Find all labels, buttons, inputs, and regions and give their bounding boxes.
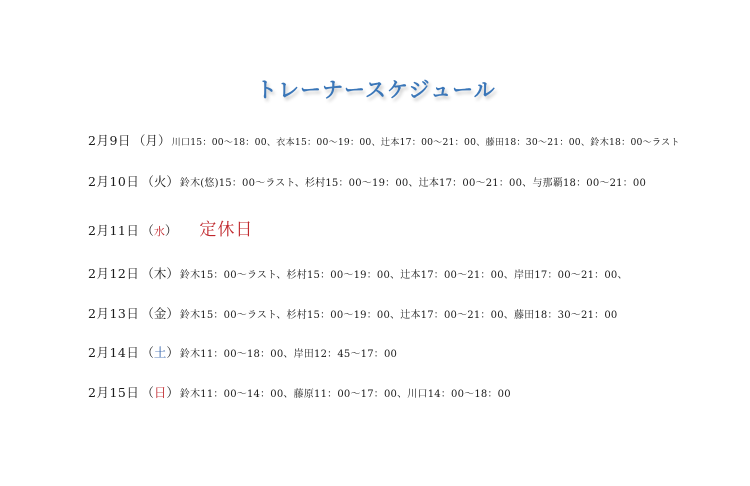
staff-shifts: 鈴木11：00〜18：00、岸田12：45〜17：00 (179, 349, 398, 360)
page-title: トレーナースケジュール (256, 78, 496, 102)
staff-shifts: 鈴木15：00〜ラスト、杉村15：00〜19：00、辻本17：00〜21：00、岸田17：00〜21：00、 (179, 270, 628, 281)
date-label: 2月15日 (88, 385, 140, 400)
staff-shifts: 鈴木(悠)15：00〜ラスト、杉村15：00〜19：00、辻本17：00〜21：00、与那覇18：00〜21：00 (179, 178, 647, 189)
schedule-row-feb-15 (88, 383, 511, 401)
weekday-label: （日） (141, 385, 179, 400)
weekday-label: （土） (141, 345, 179, 360)
schedule-row-feb-12 (88, 264, 628, 282)
date-label: 2月10日 (88, 174, 140, 189)
date-label: 2月9日 (88, 133, 131, 148)
date-label: 2月12日 (88, 266, 140, 281)
staff-shifts: 川口15：00〜18：00、衣本15：00〜19：00、辻本17：00〜21：00、藤田18：30〜21：00、鈴木18：00〜ラスト (171, 137, 680, 148)
schedule-row-feb-13 (88, 304, 617, 322)
schedule-row-feb-10 (88, 172, 646, 190)
schedule-row-feb-14 (88, 343, 397, 361)
date-label: 2月14日 (88, 345, 140, 360)
date-label: 2月13日 (88, 306, 140, 321)
schedule-row-feb-9 (88, 131, 680, 149)
weekday-label: （金） (141, 306, 179, 321)
schedule-row-feb-11 (88, 215, 253, 240)
staff-shifts: 鈴木11：00〜14：00、藤原11：00〜17：00、川口14：00〜18：00 (179, 389, 511, 400)
weekday-label: （月） (132, 133, 171, 148)
date-label: 2月11日 (88, 223, 140, 238)
closed-day-label: 定休日 (199, 220, 254, 240)
staff-shifts: 鈴木15：00〜ラスト、杉村15：00〜19：00、辻本17：00〜21：00、藤田18：30〜21：00 (179, 310, 618, 321)
weekday-label: （水） (141, 223, 178, 238)
weekday-label: （火） (141, 174, 179, 189)
weekday-label: （木） (141, 266, 179, 281)
